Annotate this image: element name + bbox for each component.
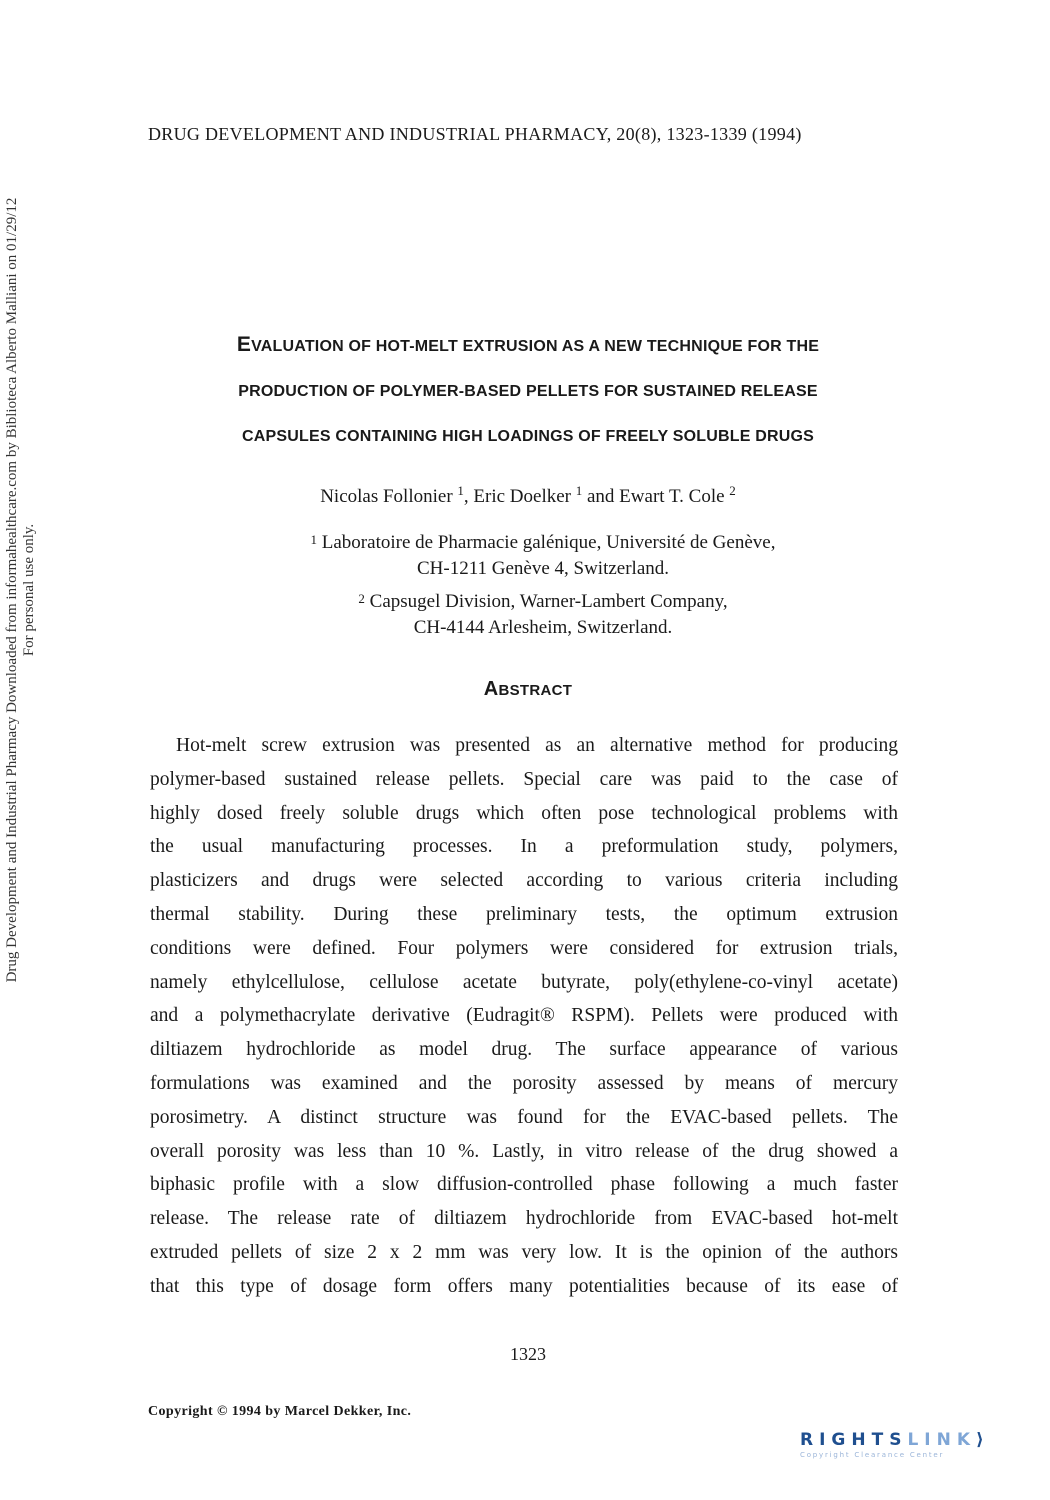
title-line	[148, 322, 908, 369]
download-notice-line: For personal use only.	[21, 523, 37, 657]
abstract-line: Hot-melt screw extrusion was presented as an alternative method for producing	[176, 735, 898, 756]
affiliation-line	[148, 589, 938, 615]
abstract-line: polymer-based sustained release pellets. Special care was paid to the case of	[150, 768, 898, 790]
title-initial: E	[236, 333, 252, 356]
affiliation-marker: 2	[729, 483, 736, 498]
abstract-body	[150, 729, 898, 1304]
affiliation-line	[148, 530, 938, 556]
rightslink-word-part: LINK	[907, 1430, 976, 1450]
author-name: Nicolas Follonier	[320, 486, 458, 507]
affiliation-line: CH-1211 Genève 4, Switzerland.	[416, 558, 670, 579]
abstract-line: biphasic profile with a slow diffusion-controlled phase following a much faster	[150, 1174, 898, 1196]
affiliation-text: Laboratoire de Pharmacie galénique, Université de Genève,	[317, 532, 776, 553]
abstract-line: release. The release rate of diltiazem hydrochloride from EVAC-based hot-melt	[150, 1208, 898, 1230]
copyright-notice: Copyright © 1994 by Marcel Dekker, Inc.	[148, 1404, 412, 1419]
abstract-line: plasticizers and drugs were selected according to various criteria including	[150, 870, 898, 892]
rightslink-wordmark	[800, 1430, 1032, 1450]
abstract-line: diltiazem hydrochloride as model drug. The surface appearance of various	[150, 1039, 898, 1061]
affiliation-marker: 1	[457, 483, 464, 498]
download-notice-line: Drug Development and Industrial Pharmacy Downloaded from informahealthcare.com by Biblioteca Alberto Malliani on 01/29/12	[4, 197, 20, 983]
affiliation	[148, 589, 938, 641]
page-number: 1323	[510, 1344, 546, 1364]
author-list	[148, 483, 908, 508]
article-title	[148, 322, 908, 459]
rightslink-tagline: Copyright Clearance Center	[800, 1451, 945, 1459]
abstract-heading-text: BSTRACT	[498, 682, 573, 699]
title-line-text: VALUATION OF HOT-MELT EXTRUSION AS A NEW TECHNIQUE FOR THE	[251, 338, 820, 355]
abstract-line: extruded pellets of size 2 x 2 mm was very low. It is the opinion of the authors	[150, 1241, 898, 1263]
arrow-icon: ⟩	[976, 1430, 990, 1450]
rightslink-word-part: RIGHTS	[800, 1430, 908, 1450]
title-line: CAPSULES CONTAINING HIGH LOADINGS OF FREELY SOLUBLE DRUGS	[241, 428, 815, 445]
author-name: and Ewart T. Cole	[582, 486, 730, 507]
abstract-heading	[148, 678, 908, 701]
abstract-line: that this type of dosage form offers many potentialities because of its ease of	[150, 1275, 898, 1297]
abstract-heading-initial: A	[483, 678, 499, 700]
affiliation	[148, 530, 938, 582]
affiliation-text: Capsugel Division, Warner-Lambert Company,	[364, 591, 728, 612]
rightslink-logo[interactable]	[800, 1430, 1032, 1470]
abstract-line: and a polymethacrylate derivative (Eudragit® RSPM). Pellets were produced with	[150, 1005, 898, 1027]
affiliation-marker: 1	[310, 532, 318, 547]
abstract-line: conditions were defined. Four polymers were considered for extrusion trials,	[150, 937, 898, 959]
abstract-line: thermal stability. During these preliminary tests, the optimum extrusion	[150, 903, 898, 925]
abstract-line: namely ethylcellulose, cellulose acetate butyrate, poly(ethylene-co-vinyl acetate)	[150, 971, 898, 993]
abstract-line: overall porosity was less than 10 %. Lastly, in vitro release of the drug showed a	[150, 1140, 898, 1162]
affiliation-marker: 1	[575, 483, 583, 498]
abstract-line: the usual manufacturing processes. In a preformulation study, polymers,	[150, 836, 898, 858]
affiliation-line: CH-4144 Arlesheim, Switzerland.	[413, 617, 673, 638]
journal-header: DRUG DEVELOPMENT AND INDUSTRIAL PHARMACY, 20(8), 1323-1339 (1994)	[148, 124, 802, 144]
abstract-line: formulations was examined and the porosity assessed by means of mercury	[150, 1072, 898, 1094]
affiliation-marker: 2	[358, 591, 365, 606]
author-name: , Eric Doelker	[463, 486, 576, 507]
title-line: PRODUCTION OF POLYMER-BASED PELLETS FOR SUSTAINED RELEASE	[238, 383, 818, 400]
abstract-line: porosimetry. A distinct structure was found for the EVAC-based pellets. The	[150, 1106, 898, 1128]
abstract-line: highly dosed freely soluble drugs which often pose technological problems with	[150, 802, 898, 824]
download-notice	[4, 0, 38, 1190]
